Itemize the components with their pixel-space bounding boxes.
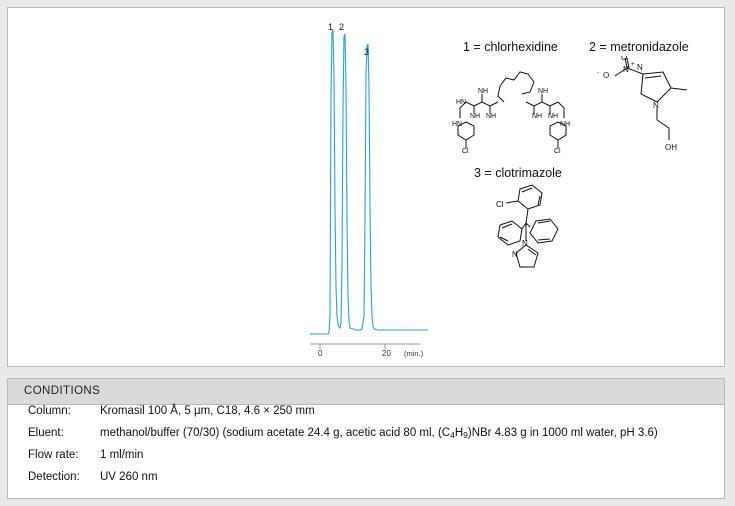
svg-text:Cl: Cl (496, 200, 504, 209)
conditions-panel (7, 378, 725, 499)
conditions-label-eluent: Eluent: (28, 427, 64, 439)
conditions-value-column: Kromasil 100 Å, 5 µm, C18, 4.6 × 250 mm (100, 405, 315, 417)
svg-text:Cl: Cl (462, 148, 469, 155)
svg-text:NH: NH (532, 113, 543, 120)
conditions-header (8, 379, 724, 405)
peak-label-1: 1 (328, 22, 334, 32)
x-axis-tick-0: 0 (318, 349, 323, 358)
structure-caption-1: 1 = chlorhexidine (463, 40, 558, 54)
svg-text:N: N (512, 250, 518, 259)
svg-text:O: O (603, 71, 610, 80)
conditions-value-flow-rate: 1 ml/min (100, 449, 144, 461)
conditions-rows (8, 405, 724, 493)
svg-text:NH: NH (478, 88, 489, 95)
svg-text:HN: HN (456, 99, 467, 106)
chromatogram-trace (308, 16, 438, 356)
conditions-row-column (8, 405, 724, 427)
peak-label-2: 2 (339, 22, 345, 32)
peak-label-3: 3 (364, 47, 370, 57)
structure-caption-2: 2 = metronidazole (589, 40, 689, 54)
structure-caption-3: 3 = clotrimazole (474, 166, 562, 180)
conditions-row-detection (8, 471, 724, 493)
svg-text:N: N (623, 65, 629, 74)
svg-text:OH: OH (665, 143, 677, 152)
svg-text:N: N (653, 101, 659, 110)
x-axis-unit-label: (min.) (404, 349, 424, 358)
structure-diagram-chlorhexidine (448, 56, 576, 156)
svg-text:+: + (631, 62, 635, 68)
conditions-value-eluent: methanol/buffer (70/30) (sodium acetate 24.4 g, acetic acid 80 ml, $(C_4H_9)NBr$ 4.83 g in 1000 ml water, pH 3.6) (100, 427, 658, 440)
structure-diagram-clotrimazole (470, 183, 580, 293)
conditions-row-eluent (8, 427, 724, 449)
svg-text:N: N (522, 239, 528, 248)
svg-text:NH: NH (548, 113, 559, 120)
conditions-label-flow-rate: Flow rate: (28, 449, 79, 461)
svg-text:NH: NH (486, 113, 497, 120)
conditions-value-detection: UV 260 nm (100, 471, 158, 483)
svg-text:Cl: Cl (554, 148, 561, 155)
conditions-label-column: Column: (28, 405, 71, 417)
conditions-heading-text: CONDITIONS (24, 385, 101, 397)
svg-text:NH: NH (470, 113, 481, 120)
x-axis-tick-20: 20 (382, 349, 391, 358)
conditions-label-detection: Detection: (28, 471, 80, 483)
svg-text:O: O (621, 56, 628, 62)
svg-text:-: - (597, 70, 599, 76)
svg-text:NH: NH (538, 88, 549, 95)
svg-text:N: N (637, 63, 643, 72)
chromatogram (308, 16, 438, 356)
svg-text:NH: NH (560, 121, 571, 128)
figure-panel (7, 7, 725, 367)
structure-diagram-metronidazole (593, 56, 701, 156)
svg-text:HN: HN (452, 121, 463, 128)
conditions-row-flow-rate (8, 449, 724, 471)
